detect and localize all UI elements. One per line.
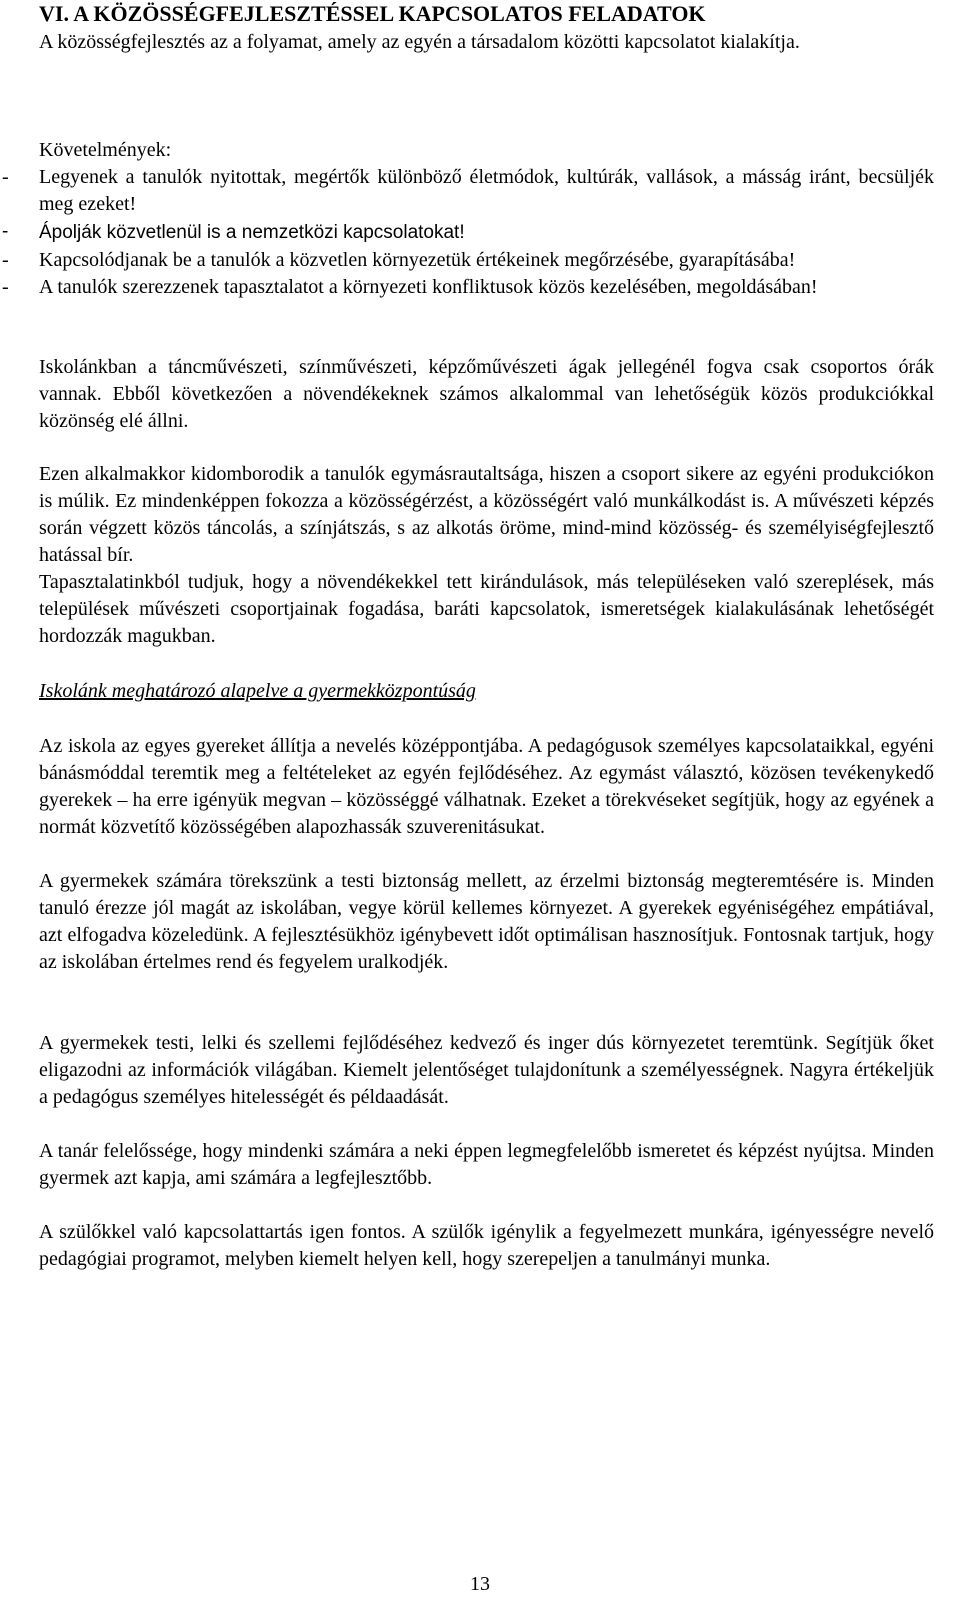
requirements-list <box>0 164 934 301</box>
requirement-text: A tanulók szerezzenek tapasztalatot a környezeti konfliktusok közös kezelésében, megoldásában! <box>39 276 818 298</box>
requirement-text: Legyenek a tanulók nyitottak, megértők különböző életmódok, kultúrák, vallások, a másság iránt, becsüljék meg ezeket! <box>39 166 934 215</box>
intro-paragraph: A közösségfejlesztés az a folyamat, amely az egyén a társadalom közötti kapcsolatot kialakítja. <box>39 31 800 53</box>
arts-paragraph: Iskolánkban a táncművészeti, színművészeti, képzőművészeti ágak jellegénél fogva csak csoportos órák vannak. Ebből következően a növendékeknek számos alkalommal van lehetőségük közös produkciókkal közönség elé állni. <box>39 356 934 432</box>
page-number: 13 <box>470 1573 490 1595</box>
list-dash: - <box>2 221 9 242</box>
occasions-paragraph: Ezen alkalmakkor kidomborodik a tanulók egymásrautaltsága, hiszen a csoport sikere az egyéni produkciókon is múlik. Ez mindenképpen fokozza a közösségérzést, a közösségért való munkálkodást is. A művészeti képzés során végzett közös táncolás, a színjátszás, s az alkotás öröme, mind-mind közösség- és személyiségfejlesztő hatással bír. <box>39 463 934 566</box>
list-dash: - <box>2 166 9 188</box>
requirement-text: Kapcsolódjanak be a tanulók a közvetlen környezetük értékeinek megőrzésébe, gyarapításába! <box>39 249 796 271</box>
subheading: Iskolánk meghatározó alapelve a gyermekközpontúság <box>39 680 476 702</box>
experience-paragraph: Tapasztalatinkból tudjuk, hogy a növendékekkel tett kirándulások, más településeken való szereplések, más települések művészeti csoportjainak fogadása, baráti kapcsolatok, ismeretségek kialakulásának lehetőségét hordozzák magukban. <box>39 571 934 647</box>
child-centered-paragraph-2: A gyermekek számára törekszünk a testi biztonság mellett, az érzelmi biztonság megteremtésére is. Minden tanuló érezze jól magát az iskolában, vegye körül kellemes környezet. A gyerekek egyéniségéhez empátiával, azt elfogadva közeledünk. A fejlesztésükhöz igénybevett időt optimálisan hasznosítjuk. Fontosnak tartjuk, hogy az iskolában értelmes rend és fegyelem uralkodjék. <box>39 870 934 973</box>
child-centered-paragraph-3: A gyermekek testi, lelki és szellemi fejlődéséhez kedvező és inger dús környezetet teremtünk. Segítjük őket eligazodni az információk világában. Kiemelt jelentőséget tulajdonítunk a személyességnek. Nagyra értékeljük a pedagógus személyes hitelességét és példaadását. <box>39 1032 934 1108</box>
requirement-item <box>0 246 934 274</box>
child-centered-paragraph-1: Az iskola az egyes gyereket állítja a nevelés középpontjába. A pedagógusok személyes kapcsolataikkal, egyéni bánásmóddal teremtik meg a feltételeket az egyén fejlődéséhez. Az egymást választó, közösen tevékenykedő gyerekek – ha erre igényük megvan – közösséggé válhatnak. Ezeket a törekvéseket segítjük, hogy az egyének a normát közvetítő közösségében alapozhassák szuverenitásukat. <box>39 735 934 838</box>
list-dash: - <box>2 249 9 271</box>
requirement-item <box>0 274 934 301</box>
list-dash: - <box>2 276 9 298</box>
parents-paragraph: A szülőkkel való kapcsolattartás igen fontos. A szülők igénylik a fegyelmezett munkára, igényességre nevelő pedagógiai programot, melyben kiemelt helyen kell, hogy szerepeljen a tanulmányi munka. <box>39 1221 934 1270</box>
requirements-title: Követelmények: <box>39 139 172 161</box>
requirement-item <box>0 164 934 218</box>
requirement-item <box>0 218 934 246</box>
section-heading: VI. A KÖZÖSSÉGFEJLESZTÉSSEL KAPCSOLATOS FELADATOK <box>39 1 706 26</box>
requirement-text: Ápolják közvetlenül is a nemzetközi kapcsolatokat! <box>39 222 465 243</box>
child-centered-paragraph-4: A tanár felelőssége, hogy mindenki számára a neki éppen legmegfelelőbb ismeretet és képzést nyújtsa. Minden gyermek azt kapja, ami számára a legfejlesztőbb. <box>39 1140 934 1189</box>
